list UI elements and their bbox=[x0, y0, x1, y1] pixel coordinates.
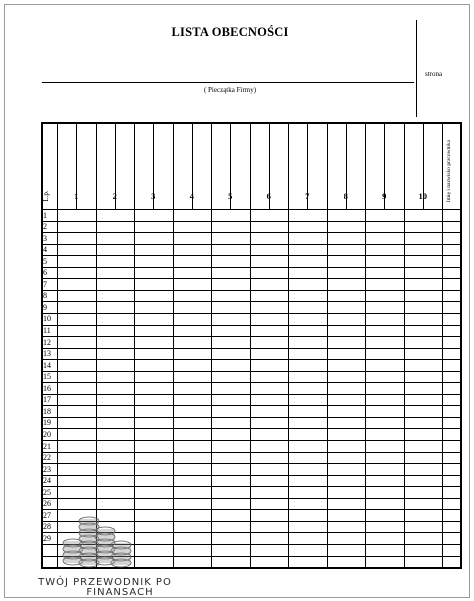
row-number: 22 bbox=[43, 453, 51, 463]
row-number: 27 bbox=[43, 510, 51, 520]
row-number: 16 bbox=[43, 383, 51, 393]
table-row-divider bbox=[41, 463, 460, 464]
table-row-divider bbox=[41, 278, 460, 279]
header-divider bbox=[41, 209, 460, 210]
table-row-divider bbox=[41, 244, 460, 245]
table-row-divider bbox=[41, 428, 460, 429]
row-number: 5 bbox=[43, 256, 47, 266]
day-column-header: 8 bbox=[343, 191, 348, 201]
row-number: 28 bbox=[43, 522, 51, 532]
row-number: 17 bbox=[43, 395, 51, 405]
table-row-divider bbox=[41, 336, 460, 337]
row-number: 13 bbox=[43, 349, 51, 359]
table-row-divider bbox=[41, 417, 460, 418]
row-number: 3 bbox=[43, 233, 47, 243]
table-row-divider bbox=[41, 498, 460, 499]
row-number: 12 bbox=[43, 337, 51, 347]
table-row-divider bbox=[41, 440, 460, 441]
table-row-divider bbox=[41, 452, 460, 453]
table-row-divider bbox=[41, 221, 460, 222]
row-number: 18 bbox=[43, 406, 51, 416]
table-row-divider bbox=[41, 301, 460, 302]
table-row-divider bbox=[41, 313, 460, 314]
employee-name-header: Imię i nazwisko pracownika bbox=[446, 139, 452, 203]
row-number: 26 bbox=[43, 499, 51, 509]
table-row-divider bbox=[41, 486, 460, 487]
row-number: 4 bbox=[43, 245, 47, 255]
row-number: 8 bbox=[43, 291, 47, 301]
row-number: 6 bbox=[43, 268, 47, 278]
day-column-divider bbox=[250, 122, 251, 567]
row-number: 29 bbox=[43, 533, 51, 543]
watermark-text bbox=[5, 578, 205, 598]
day-column-divider bbox=[365, 122, 366, 567]
row-number: 9 bbox=[43, 302, 47, 312]
table-row-divider bbox=[41, 325, 460, 326]
row-number: 1 bbox=[43, 210, 47, 220]
row-number: 25 bbox=[43, 487, 51, 497]
row-number: 20 bbox=[43, 429, 51, 439]
day-column-header: 9 bbox=[382, 191, 387, 201]
day-column-header: 5 bbox=[228, 191, 233, 201]
day-column-divider bbox=[288, 122, 289, 567]
attendance-sheet bbox=[4, 4, 470, 598]
page-divider bbox=[416, 20, 417, 117]
table-row-divider bbox=[41, 405, 460, 406]
row-number: 10 bbox=[43, 314, 51, 324]
row-number: 14 bbox=[43, 360, 51, 370]
stamp-rule bbox=[42, 82, 414, 83]
coin-stack-watermark-icon bbox=[59, 511, 135, 571]
table-row-divider bbox=[41, 509, 460, 510]
table-row-divider bbox=[41, 290, 460, 291]
table-row-divider bbox=[41, 232, 460, 233]
lp-column-divider bbox=[57, 122, 58, 567]
table-border-top bbox=[41, 122, 460, 124]
watermark-line-1: TWÓJ PRZEWODNIK PO bbox=[38, 577, 172, 588]
row-number: 15 bbox=[43, 372, 51, 382]
page-label: strona bbox=[425, 70, 443, 78]
day-column-divider bbox=[211, 122, 212, 567]
row-number: 24 bbox=[43, 476, 51, 486]
row-number: 21 bbox=[43, 441, 51, 451]
document-title: LISTA OBECNOŚCI bbox=[171, 25, 289, 39]
row-number: 19 bbox=[43, 418, 51, 428]
table-row-divider bbox=[41, 371, 460, 372]
table-row-divider bbox=[41, 348, 460, 349]
lp-column-header: L.p. bbox=[42, 190, 50, 202]
row-number: 7 bbox=[43, 279, 47, 289]
day-column-divider bbox=[173, 122, 174, 567]
day-column-header: 2 bbox=[112, 191, 117, 201]
row-number: 11 bbox=[43, 326, 51, 335]
day-column-header: 4 bbox=[189, 191, 194, 201]
row-number: 23 bbox=[43, 464, 51, 474]
day-column-divider bbox=[134, 122, 135, 567]
day-column-divider bbox=[404, 122, 405, 567]
day-column-header: 6 bbox=[266, 191, 271, 201]
table-row-divider bbox=[41, 359, 460, 360]
table-row-divider bbox=[41, 382, 460, 383]
stamp-label: ( Pieczątka Firmy) bbox=[203, 86, 257, 94]
day-column-header: 10 bbox=[418, 191, 427, 201]
day-column-header: 1 bbox=[74, 191, 79, 201]
table-row-divider bbox=[41, 267, 460, 268]
day-column-divider bbox=[96, 122, 97, 567]
table-row-divider bbox=[41, 475, 460, 476]
day-column-header: 3 bbox=[151, 191, 156, 201]
name-column-divider bbox=[442, 122, 443, 567]
table-border-right bbox=[460, 122, 462, 569]
day-column-divider bbox=[327, 122, 328, 567]
row-number: 2 bbox=[43, 222, 47, 232]
table-row-divider bbox=[41, 394, 460, 395]
day-column-header: 7 bbox=[305, 191, 310, 201]
watermark-line-2: FINANSACH bbox=[86, 587, 154, 598]
table-row-divider bbox=[41, 255, 460, 256]
